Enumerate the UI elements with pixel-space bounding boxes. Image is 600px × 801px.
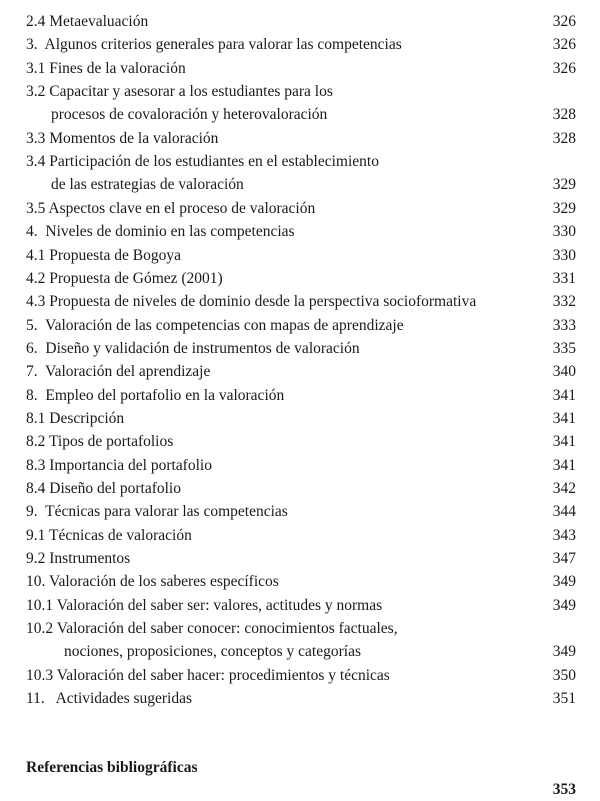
toc-entry [26, 315, 576, 337]
toc-entry-title: Referencias bibliográficas [26, 759, 198, 776]
toc-entry-page: 326 [552, 36, 576, 54]
toc-entry-page: 341 [552, 433, 576, 451]
toc-entry [26, 618, 576, 640]
toc-entry-title: procesos de covaloración y heterovaloración [51, 106, 328, 124]
toc-entry-page: 326 [552, 13, 576, 30]
toc-entry-title: 4.1 Propuesta de Bogoya [26, 246, 181, 264]
toc-entry-page: 329 [552, 199, 576, 217]
toc-entry-title: 10. Valoración de los saberes específicos [26, 573, 279, 591]
toc-entry [26, 221, 576, 243]
toc-entry-page: 332 [552, 293, 576, 311]
toc-entry-title: 3. Algunos criterios generales para valorar las competencias [26, 36, 402, 54]
toc-entry-page: 344 [552, 503, 576, 521]
toc-entry-page: 328 [552, 106, 576, 124]
toc-entry-title: 9.2 Instrumentos [26, 550, 131, 568]
toc-entry [26, 525, 576, 547]
toc-entry [26, 291, 576, 313]
toc-entry-title: 10.2 Valoración del saber conocer: conocimientos factuales, [26, 620, 398, 638]
toc-entry-page: 341 [552, 386, 576, 404]
toc-entry-title: 8.2 Tipos de portafolios [26, 433, 174, 451]
toc-entry-title: 5. Valoración de las competencias con mapas de aprendizaje [26, 316, 404, 334]
toc-entry-page: 353 [552, 781, 576, 798]
toc-entry-page: 331 [552, 269, 576, 287]
toc-entry [26, 338, 576, 360]
toc-entry-title: 8.4 Diseño del portafolio [26, 480, 181, 497]
toc-entry-title: 3.3 Momentos de la valoración [26, 129, 219, 147]
toc-entry-title: nociones, proposiciones, conceptos y categorías [64, 643, 361, 661]
toc-entry [26, 408, 576, 430]
toc-entry-title: 4.2 Propuesta de Gómez (2001) [26, 269, 223, 287]
toc-entry [26, 245, 576, 267]
toc-entry-title: 3.4 Participación de los estudiantes en el establecimiento [26, 153, 379, 171]
toc-entry-title: 10.3 Valoración del saber hacer: procedimientos y técnicas [26, 666, 390, 684]
toc-entry [26, 595, 576, 617]
toc-entry [26, 151, 576, 173]
toc-entry-page: 340 [552, 363, 576, 381]
toc-entry-title: 9.1 Técnicas de valoración [26, 526, 192, 544]
toc-entry [26, 548, 576, 570]
toc-entry-title: 3.5 Aspectos clave en el proceso de valoración [26, 199, 316, 217]
toc-entry-title: 3.1 Fines de la valoración [26, 59, 186, 77]
toc-entry-page: 330 [552, 223, 576, 241]
toc-entry [26, 571, 576, 593]
toc-entry [26, 455, 576, 477]
toc-entry-page: 329 [552, 176, 576, 194]
toc-entry-title: de las estrategias de valoración [51, 176, 244, 194]
toc-entry [26, 104, 576, 126]
toc-entry-page: 333 [552, 316, 576, 334]
toc-entry-page: 342 [552, 480, 576, 497]
toc-entry-title: 8.1 Descripción [26, 409, 125, 427]
toc-entry-page: 349 [552, 573, 576, 591]
toc-entry [26, 11, 576, 33]
toc-entry [26, 81, 576, 103]
toc-entry [26, 198, 576, 220]
toc-entry-title: 11. Actividades sugeridas [26, 690, 193, 708]
toc-entry-title: 10.1 Valoración del saber ser: valores, actitudes y normas [26, 596, 383, 614]
toc-entry [26, 268, 576, 290]
toc-entry [26, 361, 576, 383]
toc-entry [26, 385, 576, 407]
toc-entry-title: 8. Empleo del portafolio en la valoración [26, 386, 285, 404]
toc-entry [26, 174, 576, 196]
toc-entry-page: 351 [552, 690, 576, 708]
toc-entry-page: 328 [552, 129, 576, 147]
toc-entry-page: 347 [552, 550, 576, 568]
toc-entry [26, 478, 576, 500]
toc-entry-references [26, 735, 576, 798]
toc-entry-page: 349 [552, 596, 576, 614]
toc-entry [26, 58, 576, 80]
toc-entry-title: 4. Niveles de dominio en las competencias [26, 223, 295, 241]
toc-entry [26, 641, 576, 663]
toc-entry-page: 341 [552, 409, 576, 427]
toc-entry [26, 431, 576, 453]
toc-entry-page: 350 [552, 666, 576, 684]
toc-entry-page: 341 [552, 456, 576, 474]
toc-entry-title: 4.3 Propuesta de niveles de dominio desde la perspectiva socioformativa [26, 293, 477, 311]
toc-entry-title: 9. Técnicas para valorar las competencias [26, 503, 288, 521]
toc-entry [26, 688, 576, 710]
toc-entry-title: 2.4 Metaevaluación [26, 13, 149, 30]
toc-entry-page: 326 [552, 59, 576, 77]
toc-entry-page: 349 [552, 643, 576, 661]
toc-entry [26, 665, 576, 687]
toc-entry-title: 7. Valoración del aprendizaje [26, 363, 211, 381]
toc-entry-page: 343 [552, 526, 576, 544]
toc-entry [26, 34, 576, 56]
toc-entry-title: 6. Diseño y validación de instrumentos de valoración [26, 339, 360, 357]
toc-entry-title: 8.3 Importancia del portafolio [26, 456, 212, 474]
toc-entry [26, 128, 576, 150]
toc-entry-title: 3.2 Capacitar y asesorar a los estudiantes para los [26, 83, 333, 101]
toc-entry-page: 330 [552, 246, 576, 264]
toc-entry [26, 501, 576, 523]
toc-entry-page: 335 [552, 339, 576, 357]
